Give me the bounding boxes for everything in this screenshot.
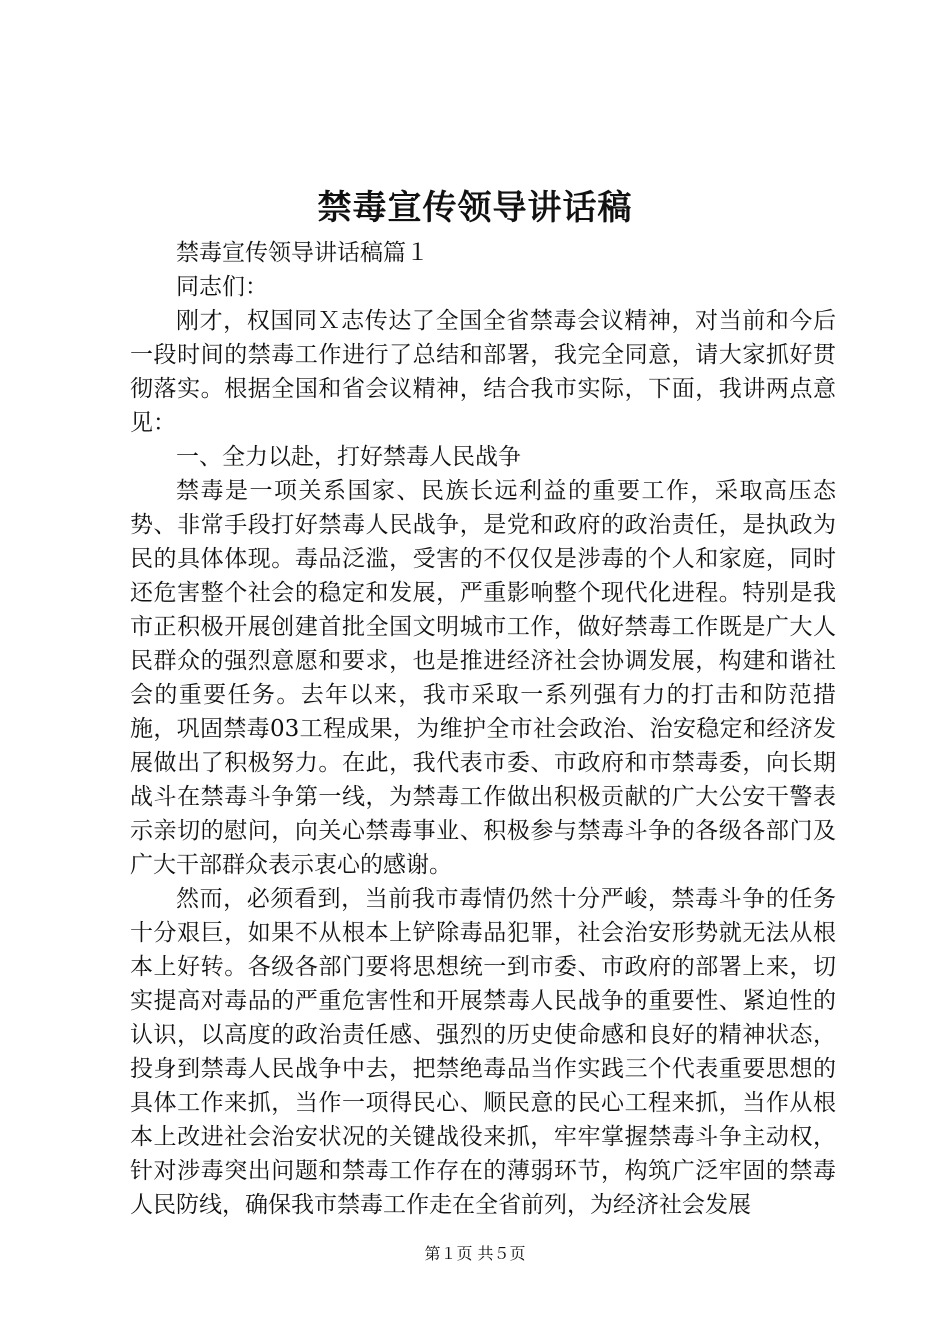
section-heading: 禁毒宣传领导讲话稿篇１	[176, 240, 429, 266]
paragraph: 然而，必须看到，当前我市毒情仍然十分严峻，禁毒斗争的任务十分艰巨，如果不从根本上铲除毒品犯罪，社会治安形势就无法从根本上好转。各级各部门要将思想统一到市委、市政府的部署上来，切实提高对毒品的严重危害性和开展禁毒人民战争的重要性、紧迫性的认识，以高度的政治责任感、强烈的历史使命感和良好的精神状态，投身到禁毒人民战争中去，把禁绝毒品当作实践三个代表重要思想的具体工作来抓，当作一项得民心、顺民意的民心工程来抓，当作从根本上改进社会治安状况的关键战役来抓，牢牢掌握禁毒斗争主动权，针对涉毒突出问题和禁毒工作存在的薄弱环节，构筑广泛牢固的禁毒人民防线，确保我市禁毒工作走在全省前列，为经济社会发展	[130, 886, 836, 1218]
document-title: 禁毒宣传领导讲话稿	[317, 188, 633, 228]
paragraph: 刚才，权国同Ｘ志传达了全国全省禁毒会议精神，对当前和今后一段时间的禁毒工作进行了总结和部署，我完全同意，请大家抓好贯彻落实。根据全国和省会议精神，结合我市实际，下面，我讲两点意见：	[130, 308, 836, 436]
subsection-heading: 一、全力以赴，打好禁毒人民战争	[176, 444, 521, 470]
paragraph: 禁毒是一项关系国家、民族长远利益的重要工作，采取高压态势、非常手段打好禁毒人民战争，是党和政府的政治责任，是执政为民的具体体现。毒品泛滥，受害的不仅仅是涉毒的个人和家庭，同时还危害整个社会的稳定和发展，严重影响整个现代化进程。特别是我市正积极开展创建首批全国文明城市工作，做好禁毒工作既是广大人民群众的强烈意愿和要求，也是推进经济社会协调发展，构建和谐社会的重要任务。去年以来，我市采取一系列强有力的打击和防范措施，巩固禁毒03工程成果，为维护全市社会政治、治安稳定和经济发展做出了积极努力。在此，我代表市委、市政府和市禁毒委，向长期战斗在禁毒斗争第一线，为禁毒工作做出积极贡献的广大公安干警表示亲切的慰问，向关心禁毒事业、积极参与禁毒斗争的各级各部门及广大干部群众表示衷心的感谢。	[130, 478, 836, 878]
page-number-footer: 第１页 共５页	[424, 1244, 526, 1263]
document-body	[130, 236, 836, 1222]
salutation: 同志们：	[176, 274, 268, 300]
